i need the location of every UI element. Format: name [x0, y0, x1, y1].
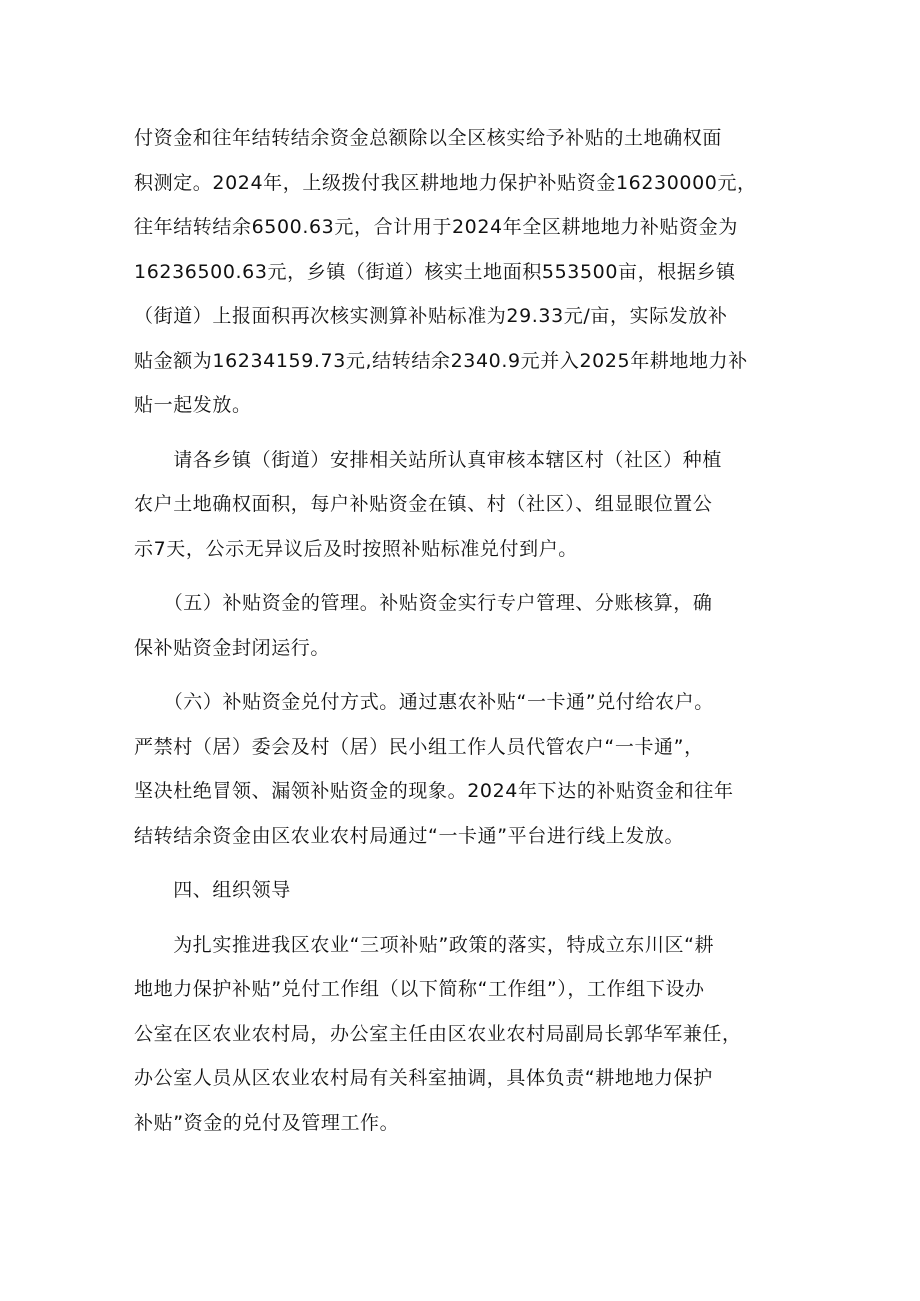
paragraph-review-publicity — [134, 438, 792, 572]
text-line: 农户土地确权面积，每户补贴资金在镇、村（社区）、组显眼位置公 — [134, 493, 713, 515]
text-line: （五）补贴资金的管理。补贴资金实行专户管理、分账核算，确 — [134, 592, 713, 614]
text-line: 地地力保护补贴”兑付工作组（以下简称“工作组”），工作组下设办 — [134, 978, 705, 1000]
paragraph-payment-method — [134, 680, 792, 858]
text-line: （街道）上报面积再次核实测算补贴标准为29.33元/亩，实际发放补 — [134, 305, 728, 327]
text-line: 请各乡镇（街道）安排相关站所认真审核本辖区村（社区）种植 — [134, 448, 723, 471]
text-line: 16236500.63元，乡镇（街道）核实土地面积553500亩，根据乡镇 — [134, 260, 736, 283]
text-line: 贴金额为16234159.73元,结转结余2340.9元并入2025年耕地地力补 — [134, 349, 748, 372]
paragraph-subsidy-calculation — [134, 116, 792, 428]
text-line: （六）补贴资金兑付方式。通过惠农补贴“一卡通”兑付给农户。 — [134, 691, 714, 713]
paragraph-working-group — [134, 923, 792, 1146]
text-line: 付资金和往年结转结余资金总额除以全区核实给予补贴的土地确权面 — [134, 127, 723, 149]
section-heading: 四、组织领导 — [134, 879, 291, 901]
paragraph-fund-management — [134, 581, 792, 670]
text-line: 结转结余资金由区农业农村局通过“一卡通”平台进行线上发放。 — [134, 824, 685, 847]
text-line: 办公室人员从区农业农村局有关科室抽调，具体负责“耕地地力保护 — [134, 1067, 713, 1089]
text-line: 积测定。2024年，上级拨付我区耕地地力保护补贴资金16230000元， — [134, 171, 757, 194]
document-body — [134, 116, 792, 1145]
text-line: 保补贴资金封闭运行。 — [134, 636, 331, 659]
text-line: 往年结转结余6500.63元，合计用于2024年全区耕地地力补贴资金为 — [134, 216, 738, 238]
text-line: 贴一起发放。 — [134, 394, 252, 416]
section-heading-organization — [134, 868, 792, 913]
text-line: 坚决杜绝冒领、漏领补贴资金的现象。2024年下达的补贴资金和往年 — [134, 780, 734, 802]
text-line: 为扎实推进我区农业“三项补贴”政策的落实，特成立东川区“耕 — [134, 933, 715, 956]
text-line: 补贴”资金的兑付及管理工作。 — [134, 1111, 400, 1134]
text-line: 严禁村（居）委会及村（居）民小组工作人员代管农户“一卡通”， — [134, 735, 704, 758]
text-line: 示7天，公示无异议后及时按照补贴标准兑付到户。 — [134, 537, 578, 560]
text-line: 公室在区农业农村局，办公室主任由区农业农村局副局长郭华军兼任， — [134, 1022, 742, 1045]
